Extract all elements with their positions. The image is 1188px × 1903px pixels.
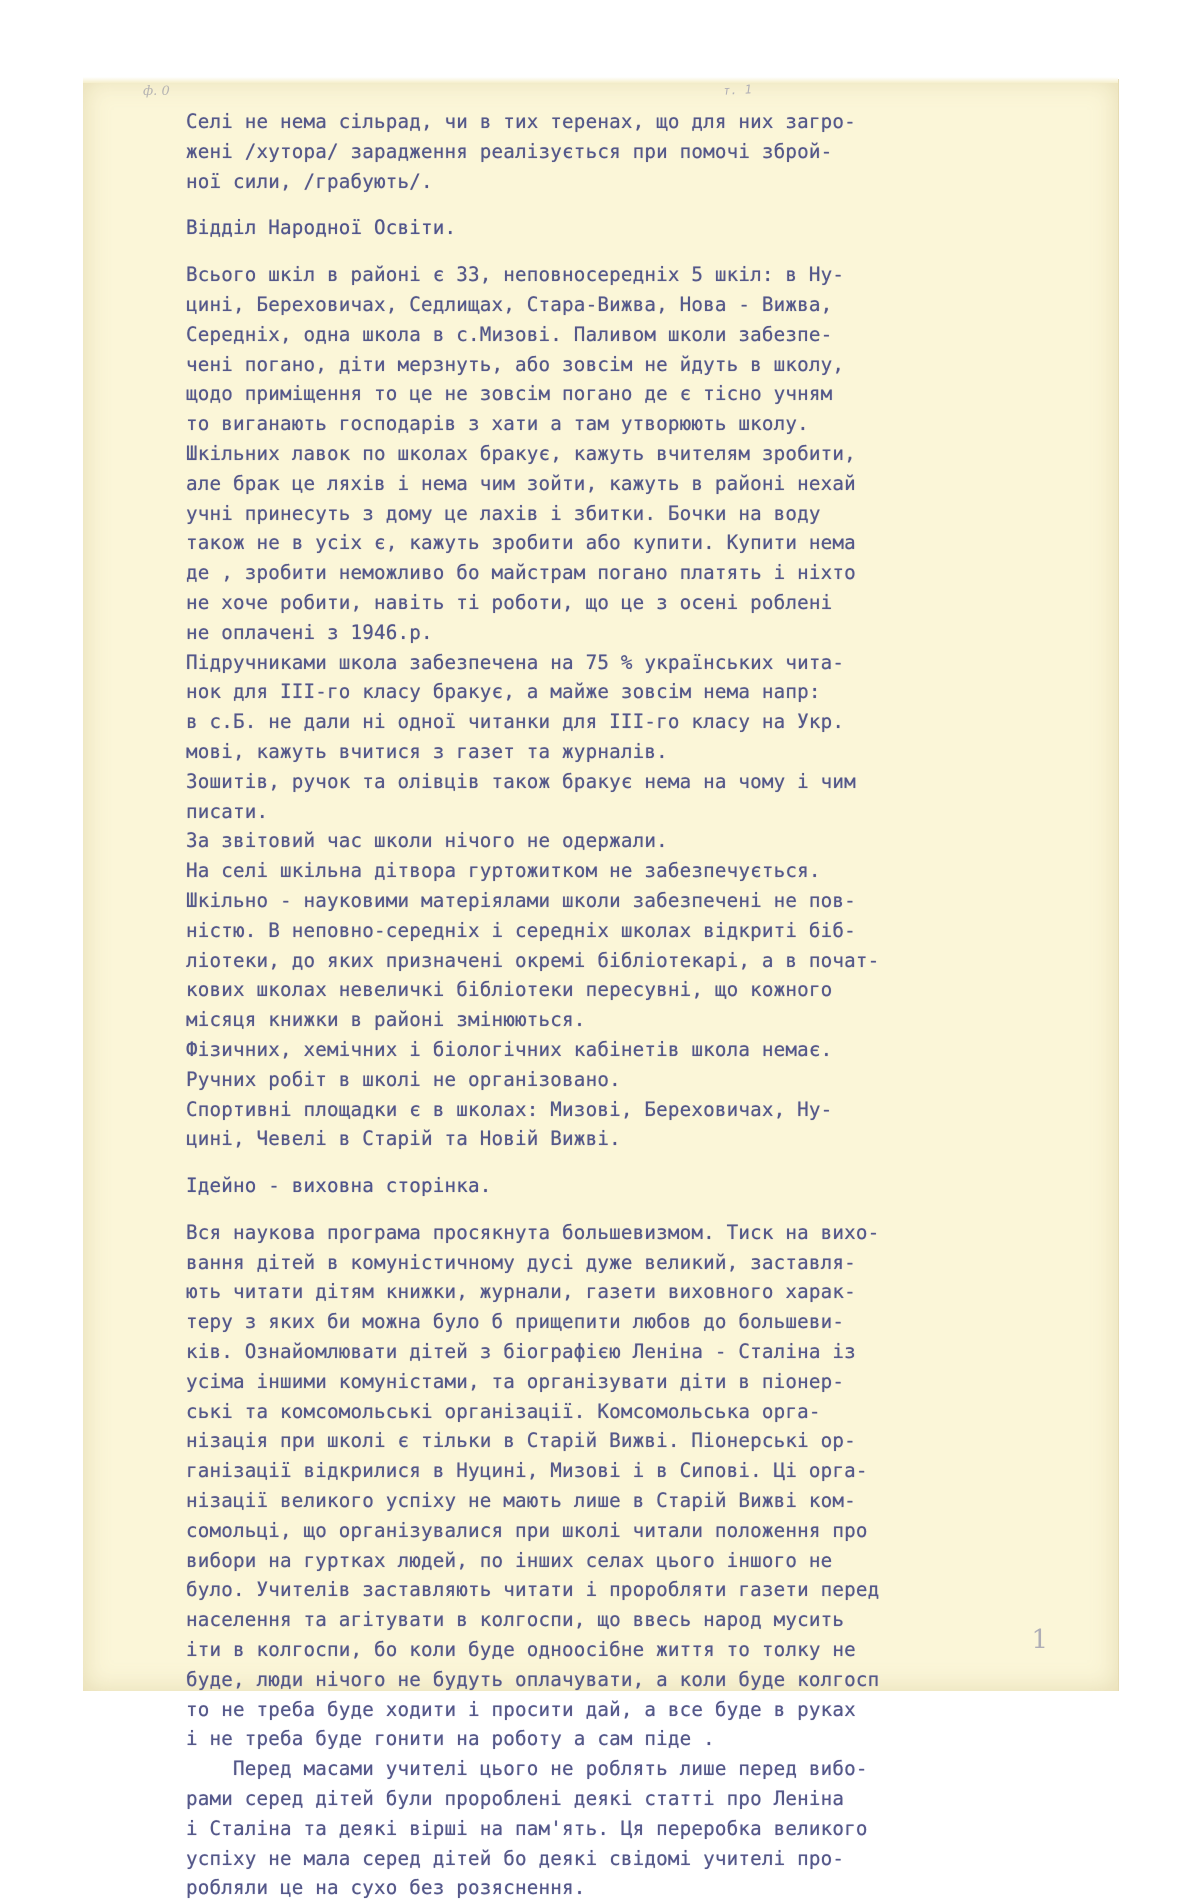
text-line: але брак це ляхів і нема чим зойти, кажуть в районі нехай bbox=[186, 471, 856, 495]
text-line: також не в усіх є, кажуть зробити або купити. Купити нема bbox=[186, 531, 856, 555]
text-line: цині, Береховичах, Седлищах, Стара-Вижва, Нова - Вижва, bbox=[186, 292, 833, 316]
text-line: місяця книжки в районі змінюються. bbox=[186, 1008, 586, 1032]
block-gap bbox=[186, 196, 1086, 213]
text-line: цині, Чевелі в Старій та Новій Вижві. bbox=[186, 1127, 621, 1151]
text-line: де , зробити неможливо бо майстрам погано платять і ніхто bbox=[186, 561, 856, 585]
text-line: ські та комсомольські організації. Комсомольська орга- bbox=[186, 1399, 821, 1423]
text-line: нізація при школі є тільки в Старій Вижві. Піонерські ор- bbox=[186, 1429, 856, 1453]
text-line: щодо приміщення то це не зовсім погано де є тісно учням bbox=[186, 382, 833, 406]
text-paragraph bbox=[186, 1218, 1086, 1903]
text-line: ють читати дітям книжки, журнали, газети виховного харак- bbox=[186, 1280, 856, 1304]
typed-text-body bbox=[186, 107, 1086, 1903]
text-line: і не треба буде гонити на роботу а сам піде . bbox=[186, 1727, 715, 1751]
text-line: ків. Ознайомлювати дітей з біографією Леніна - Сталіна із bbox=[186, 1340, 856, 1364]
block-gap bbox=[186, 1154, 1086, 1171]
text-line: успіху не мала серед дітей бо деякі свідомі учителі про- bbox=[186, 1846, 845, 1870]
text-line: Вся наукова програма просякнута большевизмом. Тиск на вихо- bbox=[186, 1220, 880, 1244]
text-paragraph bbox=[186, 107, 1086, 196]
margin-note-top-left: ф. 0 bbox=[143, 84, 170, 99]
text-line: жені /хутора/ зарадження реалізується при помочі зброй- bbox=[186, 139, 833, 163]
text-line: Селі не нема сільрад, чи в тих теренах, що для них загро- bbox=[186, 110, 856, 133]
text-line: Середніх, одна школа в с.Мизові. Паливом школи забезпе- bbox=[186, 322, 833, 346]
text-paragraph bbox=[186, 260, 1086, 1154]
margin-note-bottom-right: 1 bbox=[1031, 1625, 1048, 1655]
text-line: мові, кажуть вчитися з газет та журналів. bbox=[186, 739, 668, 763]
text-line: ної сили, /грабують/. bbox=[186, 169, 433, 193]
text-line: то не треба буде ходити і просити дай, а все буде в руках bbox=[186, 1697, 856, 1721]
text-line: Ручних робіт в школі не організовано. bbox=[186, 1067, 621, 1091]
text-line: вибори на гуртках людей, по інших селах цього іншого не bbox=[186, 1548, 833, 1572]
block-gap bbox=[186, 1201, 1086, 1218]
text-line: нок для III-го класу бракує, а майже зовсім нема напр: bbox=[186, 680, 821, 704]
text-line: Зошитів, ручок та олівців також бракує нема на чому і чим bbox=[186, 769, 856, 793]
text-line: буде, люди нічого не будуть оплачувати, а коли буде колгосп bbox=[186, 1667, 880, 1691]
text-line: Ідейно - виховна сторінка. bbox=[186, 1174, 492, 1198]
text-line: ганізації відкрилися в Нуцині, Мизові і в Сипові. Ці орга- bbox=[186, 1459, 868, 1483]
text-line: Відділ Народної Освіти. bbox=[186, 216, 457, 240]
text-line: Перед масами учителі цього не роблять лише перед вибо- bbox=[186, 1757, 868, 1781]
text-line: Фізичних, хемічних і біологічних кабінетів школа немає. bbox=[186, 1037, 833, 1061]
text-line: За звітовий час школи нічого не одержали. bbox=[186, 829, 668, 853]
text-line: учні принесуть з дому це лахів і збитки. Бочки на воду bbox=[186, 501, 821, 525]
text-line: рами серед дітей були пророблені деякі статті про Леніна bbox=[186, 1787, 845, 1811]
text-line: Шкільно - науковими матеріялами школи забезпечені не пов- bbox=[186, 888, 856, 912]
text-line: нізації великого успіху не мають лише в Старій Вижві ком- bbox=[186, 1489, 856, 1513]
text-line: іти в колгоспи, бо коли буде одноосібне життя то толку не bbox=[186, 1638, 856, 1662]
text-line: населення та агітувати в колгоспи, що ввесь народ мусить bbox=[186, 1608, 845, 1632]
block-gap bbox=[186, 243, 1086, 260]
text-line: На селі шкільна дітвора гуртожитком не забезпечується. bbox=[186, 859, 821, 883]
text-line: Всього шкіл в районі є 33, неповносередніх 5 шкіл: в Ну- bbox=[186, 263, 845, 287]
text-line: було. Учителів заставляють читати і проробляти газети перед bbox=[186, 1578, 880, 1602]
text-line: і Сталіна та деякі вірші на пам'ять. Ця переробка великого bbox=[186, 1816, 868, 1840]
text-line: то виганають господарів з хати а там утворюють школу. bbox=[186, 412, 809, 436]
text-line: не оплачені з 1946.р. bbox=[186, 620, 433, 644]
text-line: ліотеки, до яких призначені окремі бібліотекарі, а в почат- bbox=[186, 948, 880, 972]
text-line: теру з яких би можна було б прищепити любов до большеви- bbox=[186, 1310, 845, 1334]
text-line: в с.Б. не дали ні одної читанки для III-го класу на Укр. bbox=[186, 710, 845, 734]
text-line: вання дітей в комуністичному дусі дуже великий, заставля- bbox=[186, 1250, 856, 1274]
text-line: кових школах невеличкі бібліотеки пересувні, що кожного bbox=[186, 978, 833, 1002]
text-line: не хоче робити, навіть ті роботи, що це з осені роблені bbox=[186, 590, 833, 614]
text-line: робляли це на сухо без розяснення. bbox=[186, 1876, 586, 1900]
text-line: ністю. В неповно-середніх і середніх школах відкриті біб- bbox=[186, 918, 856, 942]
text-line: Шкільних лавок по школах бракує, кажуть вчителям зробити, bbox=[186, 441, 856, 465]
text-line: чені погано, діти мерзнуть, або зовсім не йдуть в школу, bbox=[186, 352, 845, 376]
text-line: писати. bbox=[186, 799, 269, 823]
text-line: сомольці, що організувалися при школі читали положення про bbox=[186, 1518, 868, 1542]
paper-edge bbox=[83, 73, 1118, 83]
document-page bbox=[83, 79, 1119, 1900]
text-line: усіма іншими комуністами, та організувати діти в піонер- bbox=[186, 1369, 845, 1393]
text-line: Підручниками школа забезпечена на 75 % українських чита- bbox=[186, 650, 845, 674]
margin-note-top-right: т. 1 bbox=[722, 82, 753, 98]
section-heading bbox=[186, 213, 1086, 243]
section-heading bbox=[186, 1171, 1086, 1201]
text-line: Спортивні площадки є в школах: Мизові, Береховичах, Ну- bbox=[186, 1097, 833, 1121]
